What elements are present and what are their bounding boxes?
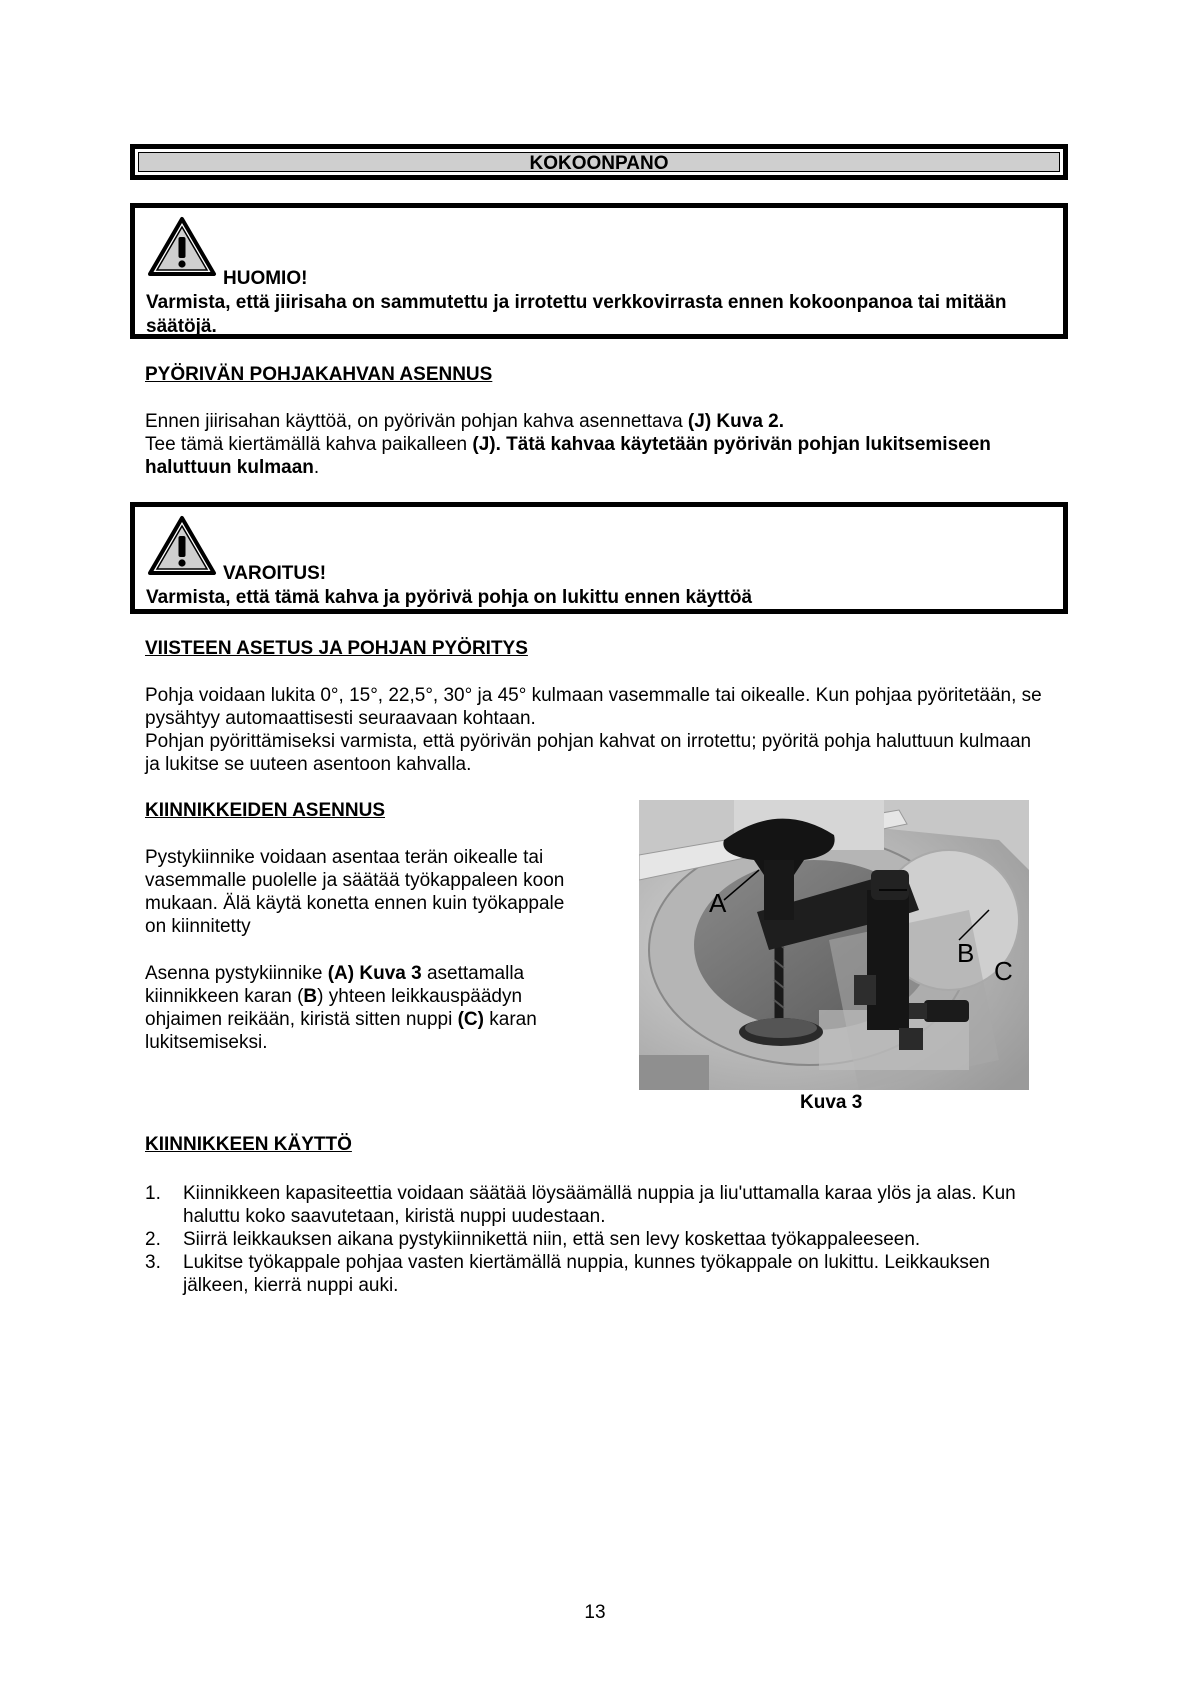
notice-title: HUOMIO! (223, 268, 308, 289)
figure-label-c: C (994, 956, 1013, 986)
paragraph-clamp-install-1: Pystykiinnike voidaan asentaa terän oikealle tai vasemmalle puolelle ja säätää työkappaleen koon mukaan. Älä käytä konetta ennen kuin työkappale on kiinnitetty (145, 847, 565, 937)
handle-line-1: Ennen jiirisahan käyttöä, on pyörivän pohjan kahva asennettava (J) Kuva 2. (145, 411, 785, 432)
clamp-use-list (145, 1182, 1045, 1297)
notice-text: Varmista, että jiirisaha on sammutettu ja irrotettu verkkovirrasta ennen kokoonpanoa tai mitään säätöjä. (146, 292, 1007, 337)
section-title-bar (130, 144, 1068, 180)
paragraph-handle-installation (145, 410, 1060, 479)
list-item: 3. Lukitse työkappale pohjaa vasten kiertämällä nuppia, kunnes työkappale on lukittu. Leikkauksen jälkeen, kierrä nuppi auki. (145, 1252, 990, 1296)
warning-box (130, 502, 1068, 614)
handle-line-2: Tee tämä kiertämällä kahva paikalleen (J). Tätä kahvaa käytetään pyörivän pohjan lukitsemiseen haluttuun kulmaan. (145, 434, 991, 478)
heading-clamp-installation: KIINNIKKEIDEN ASENNUS (145, 800, 385, 821)
clamp-photo (639, 800, 1029, 1090)
warning-text: Varmista, että tämä kahva ja pyörivä pohja on lukittu ennen käyttöä (146, 587, 753, 608)
notice-box (130, 203, 1068, 339)
warning-triangle-icon (147, 216, 217, 278)
figure-label-b: B (957, 938, 975, 968)
list-item: 2. Siirrä leikkauksen aikana pystykiinnikettä niin, että sen levy koskettaa työkappaleeseen. (145, 1229, 921, 1250)
list-item: 1. Kiinnikkeen kapasiteettia voidaan säätää löysäämällä nuppia ja liu'uttamalla karaa ylös ja alas. Kun haluttu koko saavutetaan, kiristä nuppi uudestaan. (145, 1183, 1016, 1227)
heading-clamp-use: KIINNIKKEEN KÄYTTÖ (145, 1134, 352, 1155)
paragraph-bevel-1: Pohja voidaan lukita 0°, 15°, 22,5°, 30° ja 45° kulmaan vasemmalle tai oikealle. Kun pohjaa pyöritetään, se pysähtyy automaattisesti seuraavaan kohtaan. (145, 685, 1042, 729)
figure-caption: Kuva 3 (800, 1092, 863, 1113)
warning-triangle-icon (147, 515, 217, 577)
warning-title: VAROITUS! (223, 563, 327, 584)
page-number: 13 (584, 1602, 606, 1623)
section-title: KOKOONPANO (138, 152, 1060, 172)
heading-bevel-rotation: VIISTEEN ASETUS JA POHJAN PYÖRITYS (145, 638, 528, 659)
figure-label-a: A (709, 888, 727, 918)
paragraph-bevel-2: Pohjan pyörittämiseksi varmista, että pyörivän pohjan kahvat on irrotettu; pyöritä pohja haluttuun kulmaan ja lukitse se uuteen asentoon kahvalla. (145, 731, 1032, 775)
paragraph-clamp-install-2: Asenna pystykiinnike (A) Kuva 3 asettamalla kiinnikkeen karan (B) yhteen leikkauspäädyn ohjaimen reikään, kiristä sitten nuppi (C) karan lukitsemiseksi. (145, 963, 537, 1053)
heading-handle-installation: PYÖRIVÄN POHJAKAHVAN ASENNUS (145, 364, 493, 385)
